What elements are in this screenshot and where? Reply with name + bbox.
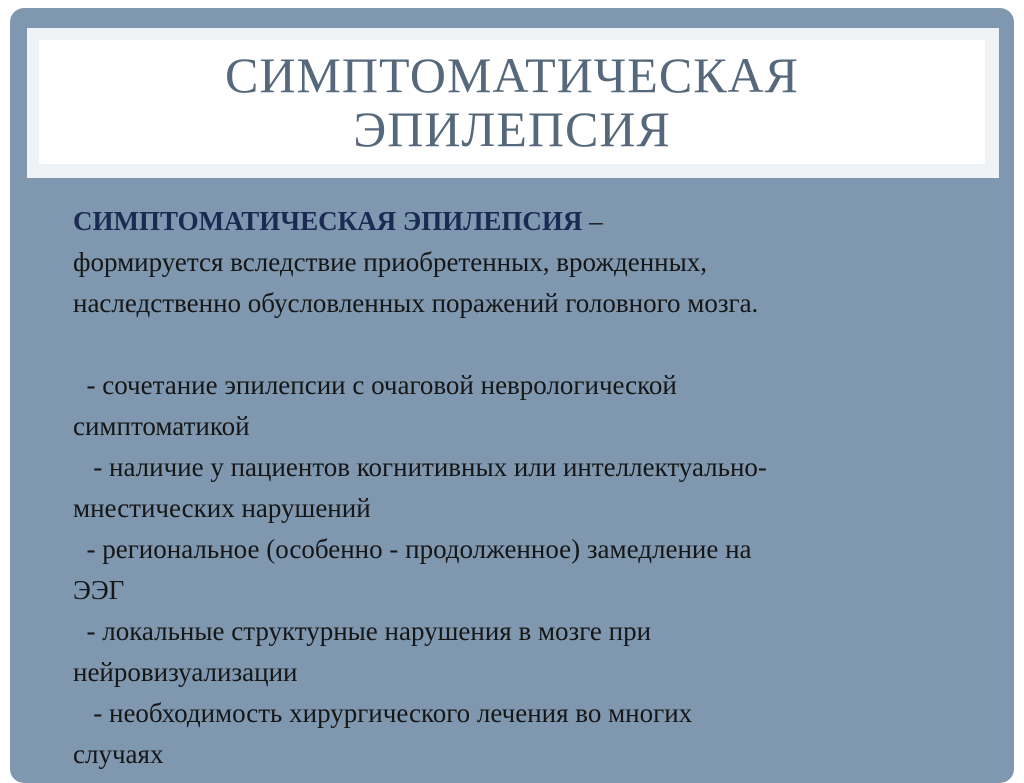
slide-title-line-1: СИМПТОМАТИЧЕСКАЯ xyxy=(224,47,800,103)
definition-line-3: наследственно обусловленных поражений головного мозга. xyxy=(73,288,759,318)
slide xyxy=(10,8,1014,783)
body-line: - наличие у пациентов когнитивных или интеллектуально- xyxy=(73,452,767,482)
body-line: нейровизуализации xyxy=(73,657,298,687)
definition-term: СИМПТОМАТИЧЕСКАЯ ЭПИЛЕПСИЯ xyxy=(73,206,583,236)
body-line: - региональное (особенно - продолженное) замедление на xyxy=(73,534,752,564)
body-line: - необходимость хирургического лечения во многих xyxy=(73,698,693,728)
body-line: - локальные структурные нарушения в мозге при xyxy=(73,616,652,646)
body-line: ЭЭГ xyxy=(73,575,125,605)
slide-title-line-2: ЭПИЛЕПСИЯ xyxy=(353,101,671,157)
title-box xyxy=(27,28,999,178)
body-line: случаях xyxy=(73,739,164,769)
definition-dash: – xyxy=(582,206,603,236)
title-inner xyxy=(39,40,985,164)
body-line: симптоматикой xyxy=(73,411,250,441)
body-line: мнестических нарушений xyxy=(73,493,371,523)
definition-line-1 xyxy=(73,201,973,242)
definition-line-2: формируется вследствие приобретенных, врожденных, xyxy=(73,247,707,277)
slide-body xyxy=(73,201,973,775)
body-line: - сочетание эпилепсии с очаговой неврологической xyxy=(73,370,677,400)
spacer xyxy=(73,324,973,365)
